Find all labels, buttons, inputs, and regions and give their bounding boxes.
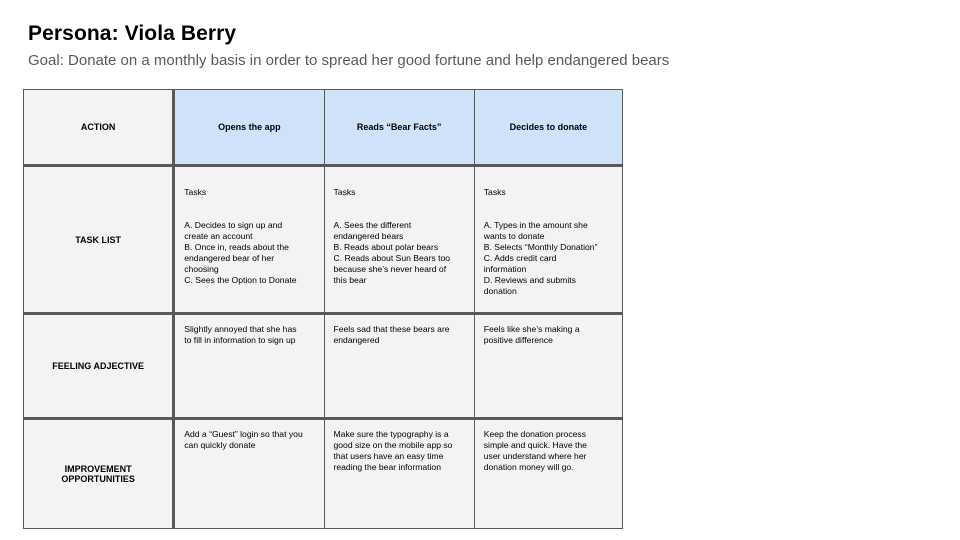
column-header-decides-to-donate [474,90,622,166]
column-header-opens-app [174,90,324,166]
table-cell [324,166,474,314]
cell-text: Make sure the typography is a good size on the mobile app so that users have an easy time reading the bear information [333,429,453,472]
tasks-label: Tasks [333,187,356,197]
cell-text: Slightly annoyed that she has to fill in information to sign up [184,324,297,345]
table-cell [174,419,324,529]
table-cell [474,419,622,529]
table-cell [324,419,474,529]
row-label: TASK LIST [75,234,122,245]
column-label: Decides to donate [509,122,588,132]
table-cell [324,314,474,419]
action-label: ACTION [80,122,116,132]
column-label: Reads “Bear Facts” [356,122,442,132]
task-list-row-header [24,166,174,314]
table-cell [474,314,622,419]
task-items: A. Decides to sign up and create an account B. Once in, reads about the endangered bear of her choosing C. Sees the Option to Donate [184,220,297,285]
action-header-cell [24,90,174,166]
user-journey-table [23,89,623,529]
tasks-label: Tasks [483,187,506,197]
row-label: FEELING ADJECTIVE [52,361,144,371]
improvement-opportunities-row-header [24,419,174,529]
table-cell [174,314,324,419]
persona-goal: Goal: Donate on a monthly basis in order to spread her good fortune and help endangered bears [28,52,670,69]
task-list-row [24,166,623,314]
tasks-label: Tasks [184,187,207,197]
table-cell [174,166,324,314]
feeling-adjective-row-header [24,314,174,419]
cell-text: Feels like she’s making a positive difference [483,324,580,345]
cell-text: Feels sad that these bears are endangered [333,324,450,345]
row-label: IMPROVEMENT OPPORTUNITIES [61,464,135,484]
improvement-opportunities-row [24,419,623,529]
column-label: Opens the app [218,122,281,132]
page-title: Persona: Viola Berry [28,22,237,45]
task-items: A. Sees the different endangered bears B. Reads about polar bears C. Reads about Sun Bears too because she’s never heard of this bear [333,220,451,285]
task-items: A. Types in the amount she wants to donate B. Selects “Monthly Donation” C. Adds credit card information D. Reviews and submits donation [483,220,598,296]
feeling-adjective-row [24,314,623,419]
table-header-row [24,90,623,166]
cell-text: Keep the donation process simple and quick. Have the user understand where her donation money will go. [483,429,587,472]
column-header-reads-bear-facts [324,90,474,166]
table-cell [474,166,622,314]
cell-text: Add a “Guest” login so that you can quickly donate [184,429,303,450]
